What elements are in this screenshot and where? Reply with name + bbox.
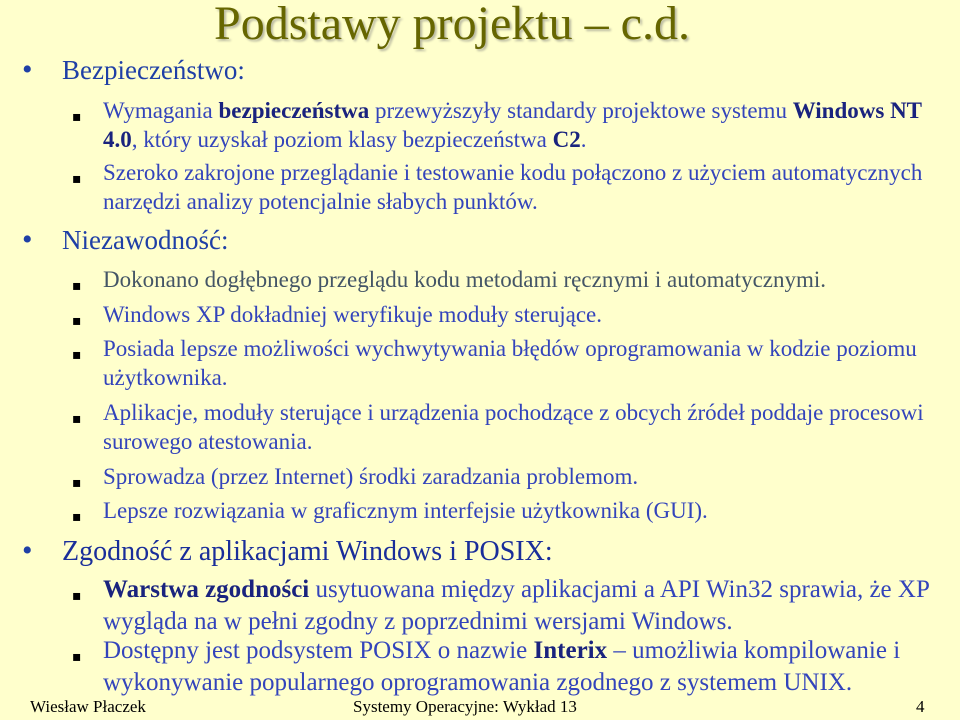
item-text: Dostępny jest podsystem POSIX o nazwie Interix – umożliwia kompilowanie i wykonywanie popularnego oprogramowania zgodnego z systemem UNIX. [103, 637, 901, 696]
bullet-dot-icon: • [22, 223, 33, 256]
square-bullet-icon: ▪ [72, 171, 82, 187]
square-bullet-icon: ▪ [72, 509, 82, 525]
item-text: Wymagania bezpieczeństwa przewyższyły standardy projektowe systemu Windows NT 4.0, który uzyskał poziom klasy bezpieczeństwa C2. [103, 98, 922, 152]
square-bullet-icon: ▪ [72, 649, 82, 665]
square-bullet-icon: ▪ [72, 278, 82, 294]
item-text: Dokonano dogłębnego przeglądu kodu metodami ręcznymi i automatycznymi. [103, 267, 827, 292]
item-text: Posiada lepsze możliwości wychwytywania błędów oprogramowania w kodzie poziomu użytkownika. [103, 336, 917, 390]
footer-author: Wiesław Płaczek [30, 697, 146, 716]
bullet-dot-icon: • [22, 534, 33, 567]
item-text: Warstwa zgodności usytuowana między aplikacjami a API Win32 sprawia, że XP wygląda na w pełni zgodny z poprzednimi wersjami Windows. [103, 576, 929, 635]
page-number: 4 [916, 697, 925, 716]
square-bullet-icon: ▪ [72, 347, 82, 363]
square-bullet-icon: ▪ [72, 411, 82, 427]
bullet-dot-icon: • [22, 53, 33, 86]
item-text: Aplikacje, moduły sterujące i urządzenia pochodzące z obcych źródeł poddaje procesowi surowego atestowania. [103, 400, 924, 454]
section-heading: Niezawodność: [62, 225, 229, 255]
item-text: Lepsze rozwiązania w graficznym interfejsie użytkownika (GUI). [103, 498, 708, 523]
footer-course: Systemy Operacyjne: Wykład 13 [353, 697, 577, 716]
square-bullet-icon: ▪ [72, 475, 82, 491]
square-bullet-icon: ▪ [72, 588, 82, 604]
square-bullet-icon: ▪ [72, 109, 82, 125]
item-text: Sprowadza (przez Internet) środki zaradzania problemom. [103, 464, 639, 489]
item-text: Windows XP dokładniej weryfikuje moduły sterujące. [103, 302, 603, 327]
section-heading: Bezpieczeństwo: [62, 55, 245, 85]
item-text: Szeroko zakrojone przeglądanie i testowanie kodu połączono z użyciem automatycznych narzędzi analizy potencjalnie słabych punktów. [103, 160, 923, 214]
slide-title: Podstawy projektu – c.d. [214, 0, 690, 50]
section-heading: Zgodność z aplikacjami Windows i POSIX: [62, 536, 553, 567]
square-bullet-icon: ▪ [72, 313, 82, 329]
